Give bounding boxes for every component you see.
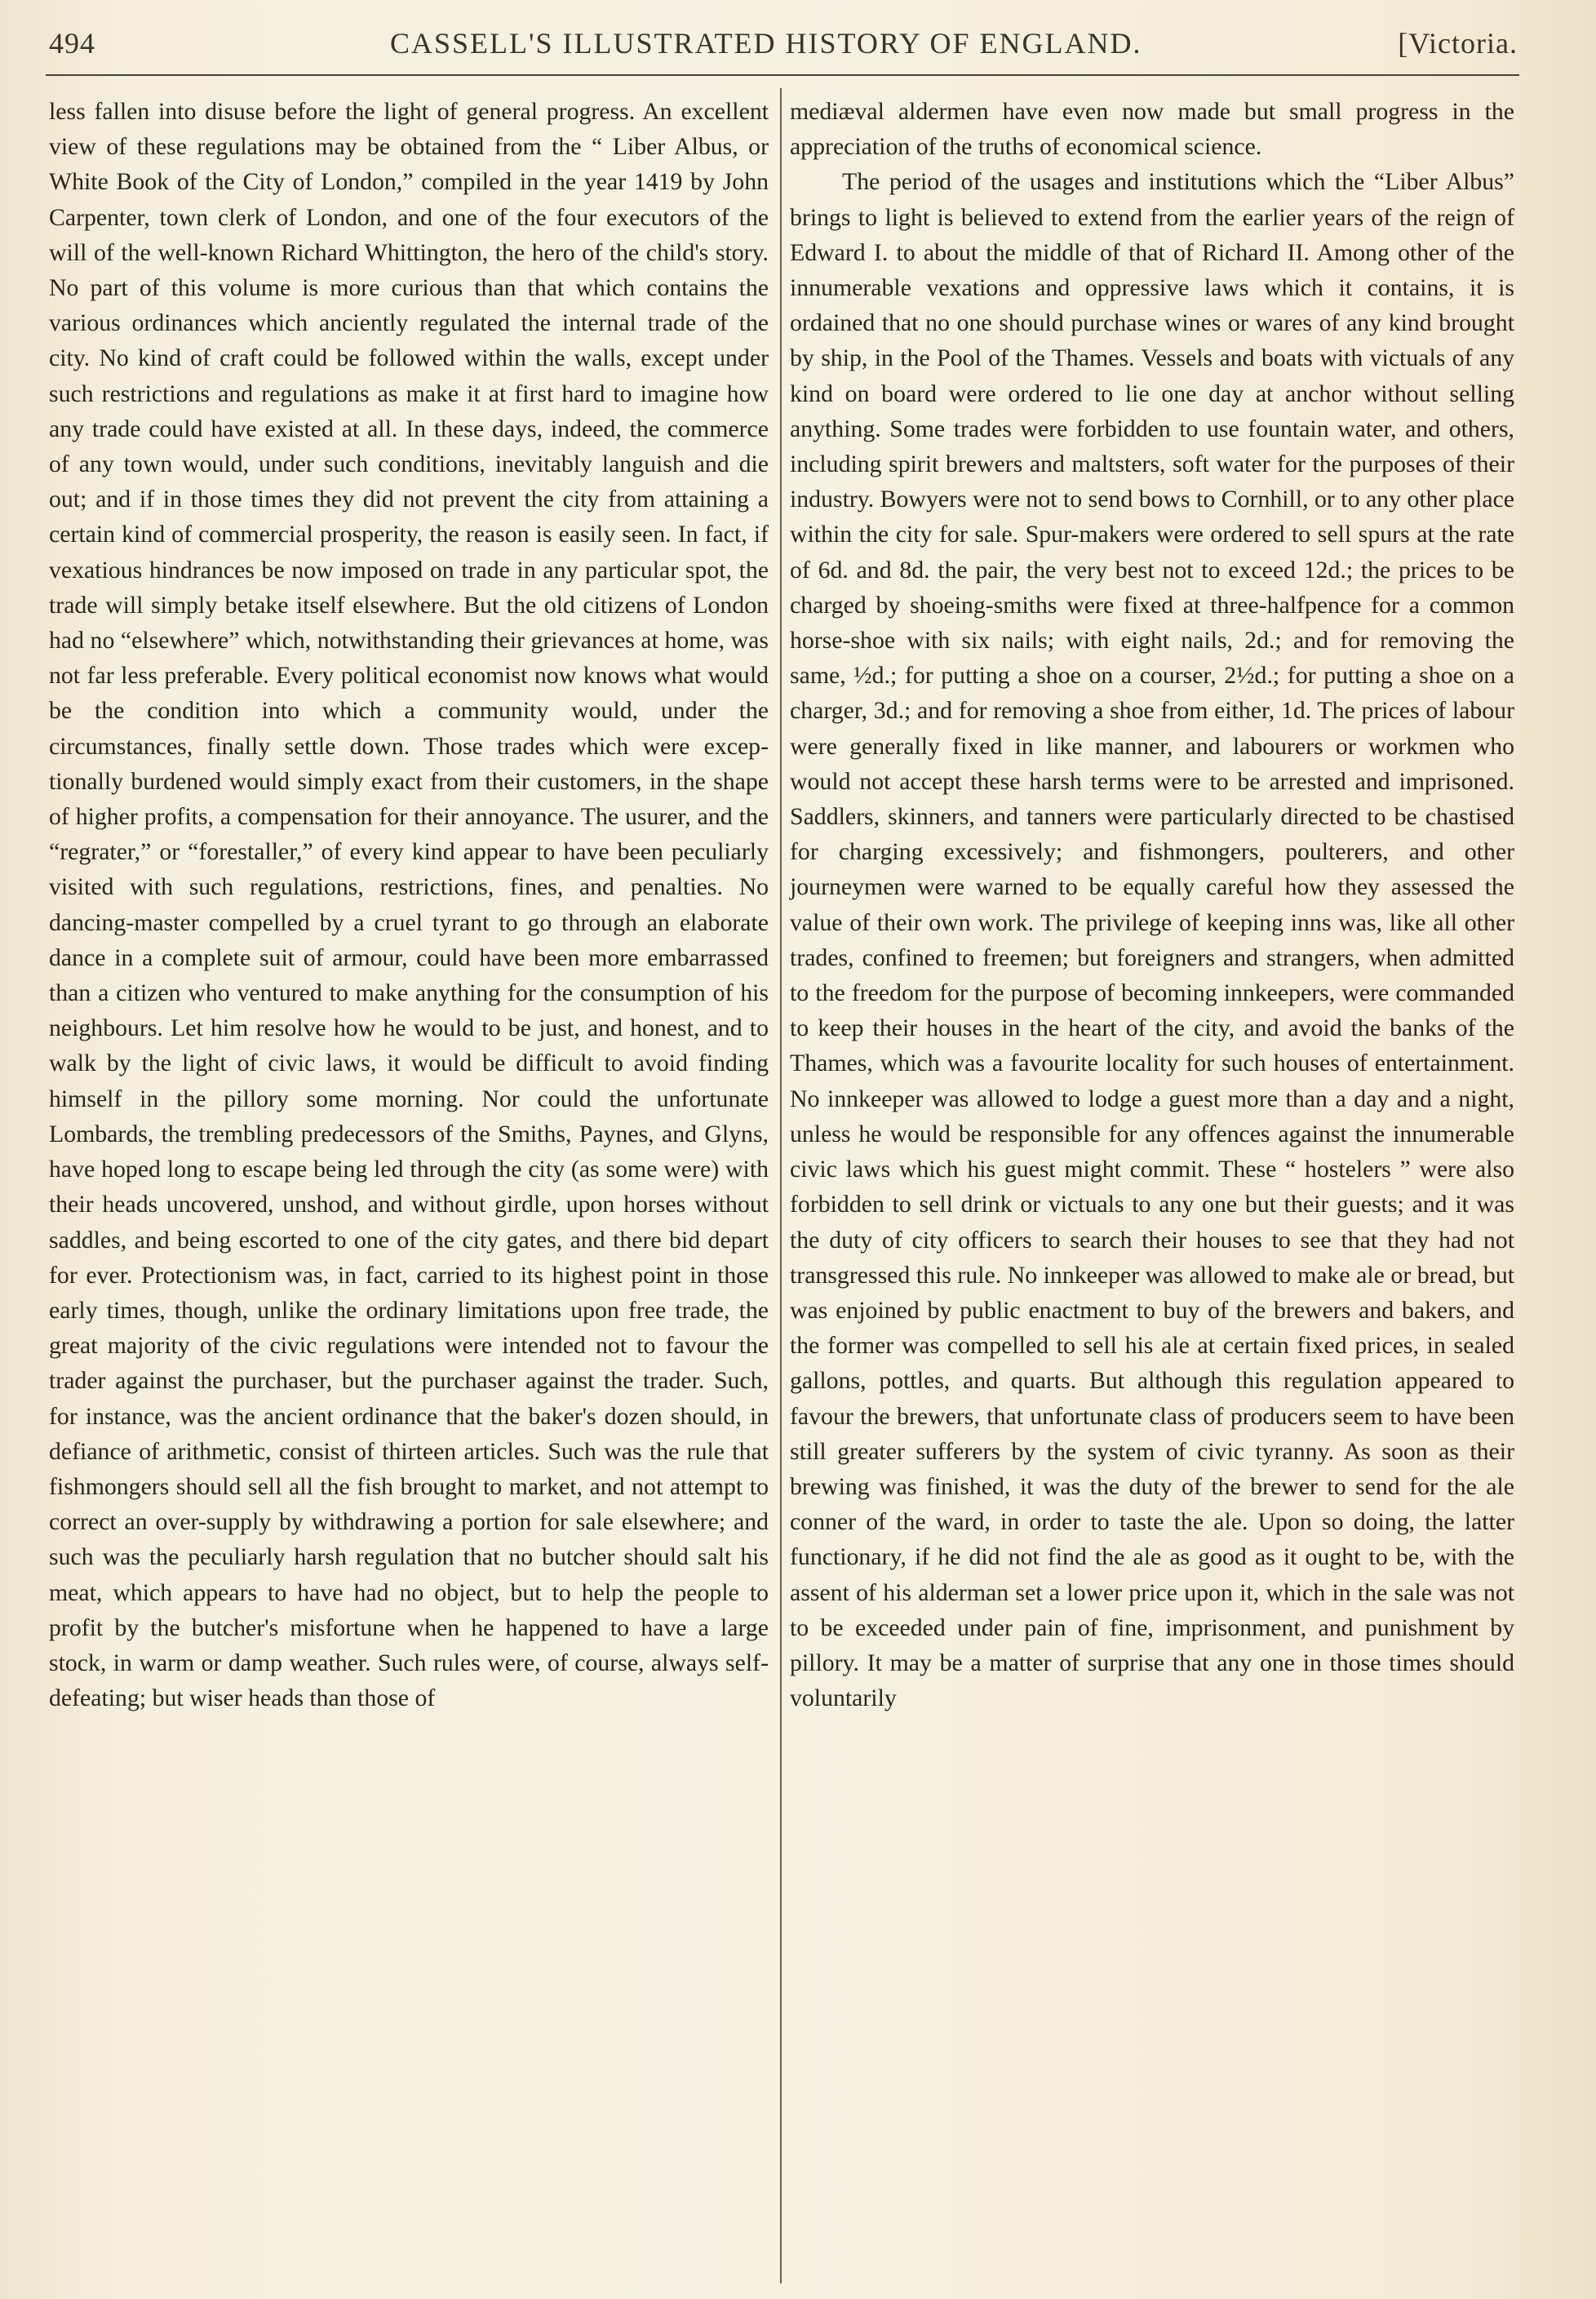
reign-label: [Victoria. — [1398, 27, 1518, 60]
right-column — [790, 94, 1514, 1715]
running-header — [49, 23, 1518, 69]
page-number: 494 — [49, 27, 95, 60]
right-paragraph-continuation: mediæval aldermen have even now made but small progress in the appreciation of the truths of economical science. — [790, 98, 1514, 161]
column-divider — [780, 88, 782, 2283]
header-rule — [46, 74, 1519, 76]
right-paragraph: The period of the usages and institutions which the “Liber Albus” brings to light is believed to extend from the earlier years of the reign of Edward I. to about the middle of that of Richard II. Among other of the innumerable vexations and oppressive laws which it contains, it is ordained that no one should purchase wines or wares of any kind brought by ship, in the Pool of the Thames. Vessels and boats with victuals of any kind on board were ordered to lie one day at anchor without selling anything. Some trades were forbidden to use fountain water, and others, including spirit brewers and maltsters, soft water for the purposes of their industry. Bowyers were not to send bows to Cornhill, or to any other place within the city for sale. Spur-makers were ordered to sell spurs at the rate of 6d. and 8d. the pair, the very best not to exceed 12d.; the prices to be charged by shoeing-smiths were fixed at three-halfpence for a common horse-shoe with six nails; with eight nails, 2d.; and for removing the same, ½d.; for putting a shoe on a courser, 2½d.; for putting a shoe on a charger, 3d.; and for removing a shoe from either, 1d. The prices of labour were generally fixed in like manner, and labourers or workmen who would not accept these harsh terms were to be arrested and imprisoned. Saddlers, skinners, and tanners were particularly directed to be chastised for charging excessively; and fishmongers, poulterers, and other journeymen were warned to be equally careful how they assessed the value of their own work. The privilege of keeping inns was, like all other trades, confined to freemen; but foreigners and strangers, when admitted to the freedom for the purpose of becoming innkeepers, were commanded to keep their houses in the heart of the city, and avoid the banks of the Thames, which was a favourite locality for such houses of entertainment. No innkeeper was allowed to lodge a guest more than a day and a night, unless he would be responsible for any offences against the innumerable civic laws which his guest might commit. These “ hostelers ” were also forbidden to sell drink or victuals to any one but their guests; and it was the duty of city officers to search their houses to see that they had not transgressed this rule. No innkeeper was allowed to make ale or bread, but was enjoined by public enactment to buy of the brewers and bakers, and the former was compelled to sell his ale at certain fixed prices, in sealed gallons, pottles, and quarts. But although this regulation appeared to favour the brewers, that unfortunate class of producers seem to have been still greater sufferers by the system of civic tyranny. As soon as their brewing was finished, it was the duty of the brewer to send for the ale conner of the ward, in order to taste the ale. Upon so doing, the latter functionary, if he did not find the ale as good as it ought to be, with the assent of his alderman set a lower price upon it, which in the sale was not to be exceeded under pain of fine, imprisonment, and punishment by pillory. It may be a matter of surprise that any one in those times should voluntarily — [790, 168, 1514, 1712]
left-paragraph: less fallen into disuse before the light of general progress. An excellent view of these regulations may be obtained from the “ Liber Albus, or White Book of the City of London,” compiled in the year 1419 by John Carpenter, town clerk of London, and one of the four executors of the will of the well-known Richard Whittington, the hero of the child's story. No part of this volume is more curious than that which contains the various ordinances which anciently regulated the internal trade of the city. No kind of craft could be followed within the walls, except under such restrictions and regulations as make it at first hard to imagine how any trade could have existed at all. In these days, indeed, the commerce of any town would, under such conditions, inevitably languish and die out; and if in those times they did not prevent the city from attaining a certain kind of commercial prosperity, the reason is easily seen. In fact, if vexatious hindrances be now imposed on trade in any particular spot, the trade will simply betake itself elsewhere. But the old citizens of London had no “elsewhere” which, notwithstanding their grievances at home, was not far less preferable. Every political economist now knows what would be the condition into which a community would, under the circumstances, finally settle down. Those trades which were exceptionally burdened would simply exact from their customers, in the shape of higher profits, a compensation for their annoyance. The usurer, and the “regrater,” or “forestaller,” of every kind appear to have been peculiarly visited with such regulations, restrictions, fines, and penalties. No dancing-master compelled by a cruel tyrant to go through an elaborate dance in a complete suit of armour, could have been more embarrassed than a citizen who ventured to make anything for the consumption of his neighbours. Let him resolve how he would to be just, and honest, and to walk by the light of civic laws, it would be difficult to avoid finding himself in the pillory some morning. Nor could the unfortunate Lombards, the trembling predecessors of the Smiths, Paynes, and Glyns, have hoped long to escape being led through the city (as some were) with their heads uncovered, unshod, and without girdle, upon horses without saddles, and being escorted to one of the city gates, and there bid depart for ever. Protectionism was, in fact, carried to its highest point in those early times, though, unlike the ordinary limitations upon free trade, the great majority of the civic regulations were intended not to favour the trader against the purchaser, but the purchaser against the trader. Such, for instance, was the ancient ordinance that the baker's dozen should, in defiance of arithmetic, consist of thirteen articles. Such was the rule that fishmongers should sell all the fish brought to market, and not attempt to correct an over-supply by withdrawing a portion for sale elsewhere; and such was the peculiarly harsh regulation that no butcher should salt his meat, which appears to have had no object, but to help the people to profit by the butcher's misfortune when he happened to have a large stock, in warm or damp weather. Such rules were, of course, always self-defeating; but wiser heads than those of — [49, 98, 769, 1712]
left-column — [49, 94, 769, 1715]
running-title: CASSELL'S ILLUSTRATED HISTORY OF ENGLAND. — [390, 27, 1142, 60]
